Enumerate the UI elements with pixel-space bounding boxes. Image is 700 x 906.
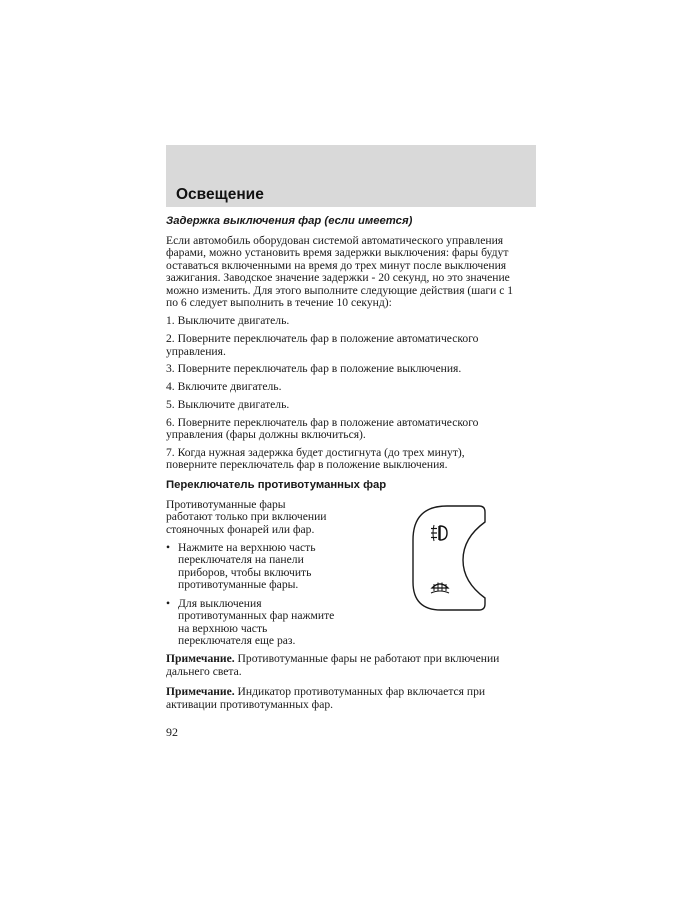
fog-lamp-switch-illustration	[411, 502, 491, 614]
note-1: Примечание. Противотуманные фары не работают при включении дальнего света.	[166, 652, 500, 678]
list-item: • Для выключения противотуманных фар нажмите на верхнюю часть переключателя еще раз.	[166, 596, 335, 647]
switch-outline	[413, 506, 485, 610]
fog-bullet-list	[166, 542, 366, 647]
step-5: 5. Выключите двигатель.	[166, 398, 290, 412]
bullet-marker: •	[166, 596, 171, 610]
bullet-marker: •	[166, 541, 171, 555]
note-2: Примечание. Индикатор противотуманных фар включается при активации противотуманных фар.	[166, 685, 486, 711]
step-2: 2. Поверните переключатель фар в положение автоматического управления.	[166, 332, 479, 358]
fog-text-block	[166, 499, 366, 647]
step-4: 4. Включите двигатель.	[166, 380, 282, 394]
step-7: 7. Когда нужная задержка будет достигнута (до трех минут), поверните переключатель фар в положение выключения.	[166, 446, 465, 472]
delay-intro: Если автомобиль оборудован системой автоматического управления фарами, можно установить время задержки выключения: фары будут оставаться включенными на время до трех минут после выключения зажигания. Заводское значение задержки - 20 секунд, но это значение можно изменить. Для этого выполните следующие действия (шаги с 1 по 6 следует выполнить в течение 10 секунд):	[166, 234, 514, 310]
list-item: • Нажмите на верхнюю часть переключателя на панели приборов, чтобы включить противотуманные фары.	[166, 541, 316, 592]
step-6: 6. Поверните переключатель фар в положение автоматического управления (фары должны включиться).	[166, 415, 479, 442]
page-content	[166, 214, 538, 719]
fog-heading: Переключатель противотуманных фар	[166, 478, 387, 491]
section-title: Освещение	[176, 186, 264, 203]
step-1: 1. Выключите двигатель.	[166, 314, 290, 328]
step-3: 3. Поверните переключатель фар в положение выключения.	[166, 362, 462, 376]
fog-lamp-section	[166, 478, 538, 647]
delay-heading: Задержка выключения фар (если имеется)	[166, 215, 413, 227]
fog-intro: Противотуманные фары работают только при включении стояночных фонарей или фар.	[166, 497, 327, 536]
page-number: 92	[166, 725, 178, 739]
